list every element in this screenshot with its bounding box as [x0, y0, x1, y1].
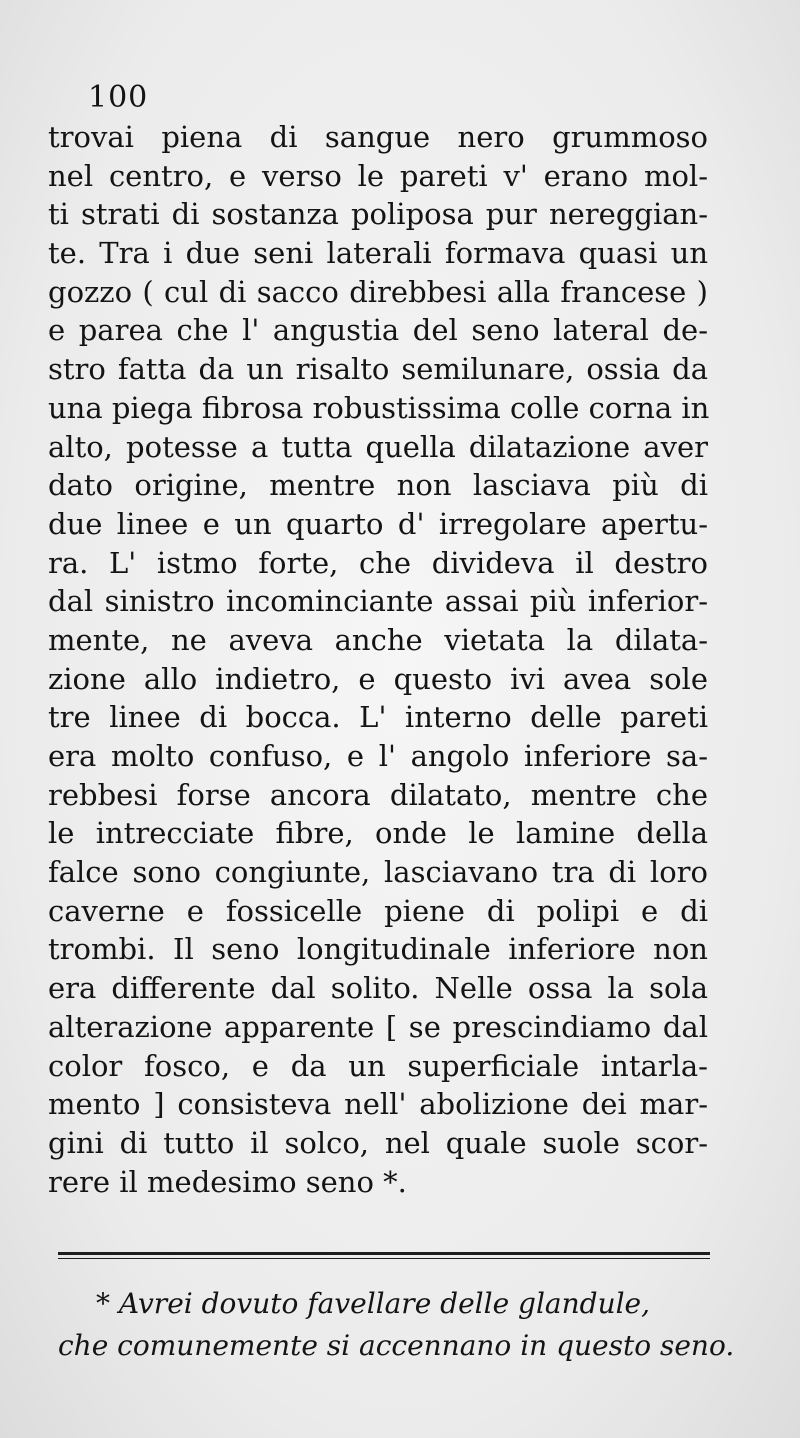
text-line: rere il medesimo seno *. — [48, 1164, 407, 1199]
text-line: era differente dal solito. Nelle ossa la sola — [48, 971, 708, 1006]
text-line: ti strati di sostanza poliposa pur nereggian- — [48, 197, 708, 232]
footnote-divider-thin — [58, 1258, 710, 1259]
text-line: nel centro, e verso le pareti v' erano mol- — [48, 158, 708, 193]
text-line: falce sono congiunte, lasciavano tra di loro — [48, 855, 708, 890]
text-line: era molto confuso, e l' angolo inferiore sa- — [48, 739, 708, 773]
footnote-line: * Avrei dovuto favellare delle glandule, — [96, 1287, 651, 1320]
text-line: due linee e un quarto d' irregolare apertu- — [48, 506, 708, 541]
text-line: gini di tutto il solco, nel quale suole scor- — [48, 1125, 708, 1160]
text-line: mente, ne aveva anche vietata la dilata- — [48, 622, 708, 657]
footnote-line: che comunemente si accennano in questo seno. — [58, 1329, 735, 1362]
footnote — [58, 1283, 735, 1367]
text-line: alterazione apparente [ se prescindiamo dal — [48, 1009, 708, 1044]
text-line: caverne e fossicelle piene di polipi e di — [48, 893, 708, 928]
text-line: te. Tra i due seni laterali formava quasi un — [48, 236, 708, 271]
text-line: trovai piena di sangue nero grummoso — [48, 120, 708, 154]
text-line: una piega fibrosa robustissima colle corna in — [48, 390, 710, 425]
text-line: tre linee di bocca. L' interno delle pareti — [48, 700, 708, 735]
text-line: le intrecciate fibre, onde le lamine della — [48, 816, 708, 851]
text-line: dal sinistro incominciante assai più inferior- — [48, 584, 708, 619]
text-line: dato origine, mentre non lasciava più di — [48, 468, 708, 503]
text-line: trombi. Il seno longitudinale inferiore non — [48, 932, 708, 967]
text-line: e parea che l' angustia del seno lateral de- — [48, 313, 708, 348]
text-line: stro fatta da un risalto semilunare, ossia da — [48, 352, 708, 387]
text-line: zione allo indietro, e questo ivi avea sole — [48, 661, 708, 696]
text-line: gozzo ( cul di sacco direbbesi alla francese ) — [48, 274, 708, 309]
text-line: alto, potesse a tutta quella dilatazione aver — [48, 429, 708, 464]
text-line: mento ] consisteva nell' abolizione dei mar- — [48, 1087, 708, 1122]
text-line: ra. L' istmo forte, che divideva il destro — [48, 545, 708, 580]
page-number: 100 — [88, 80, 149, 115]
footnote-divider — [58, 1252, 710, 1255]
body-text — [48, 118, 708, 1201]
text-line: color fosco, e da un superficiale intarla- — [48, 1048, 708, 1083]
text-line: rebbesi forse ancora dilatato, mentre che — [48, 777, 708, 812]
